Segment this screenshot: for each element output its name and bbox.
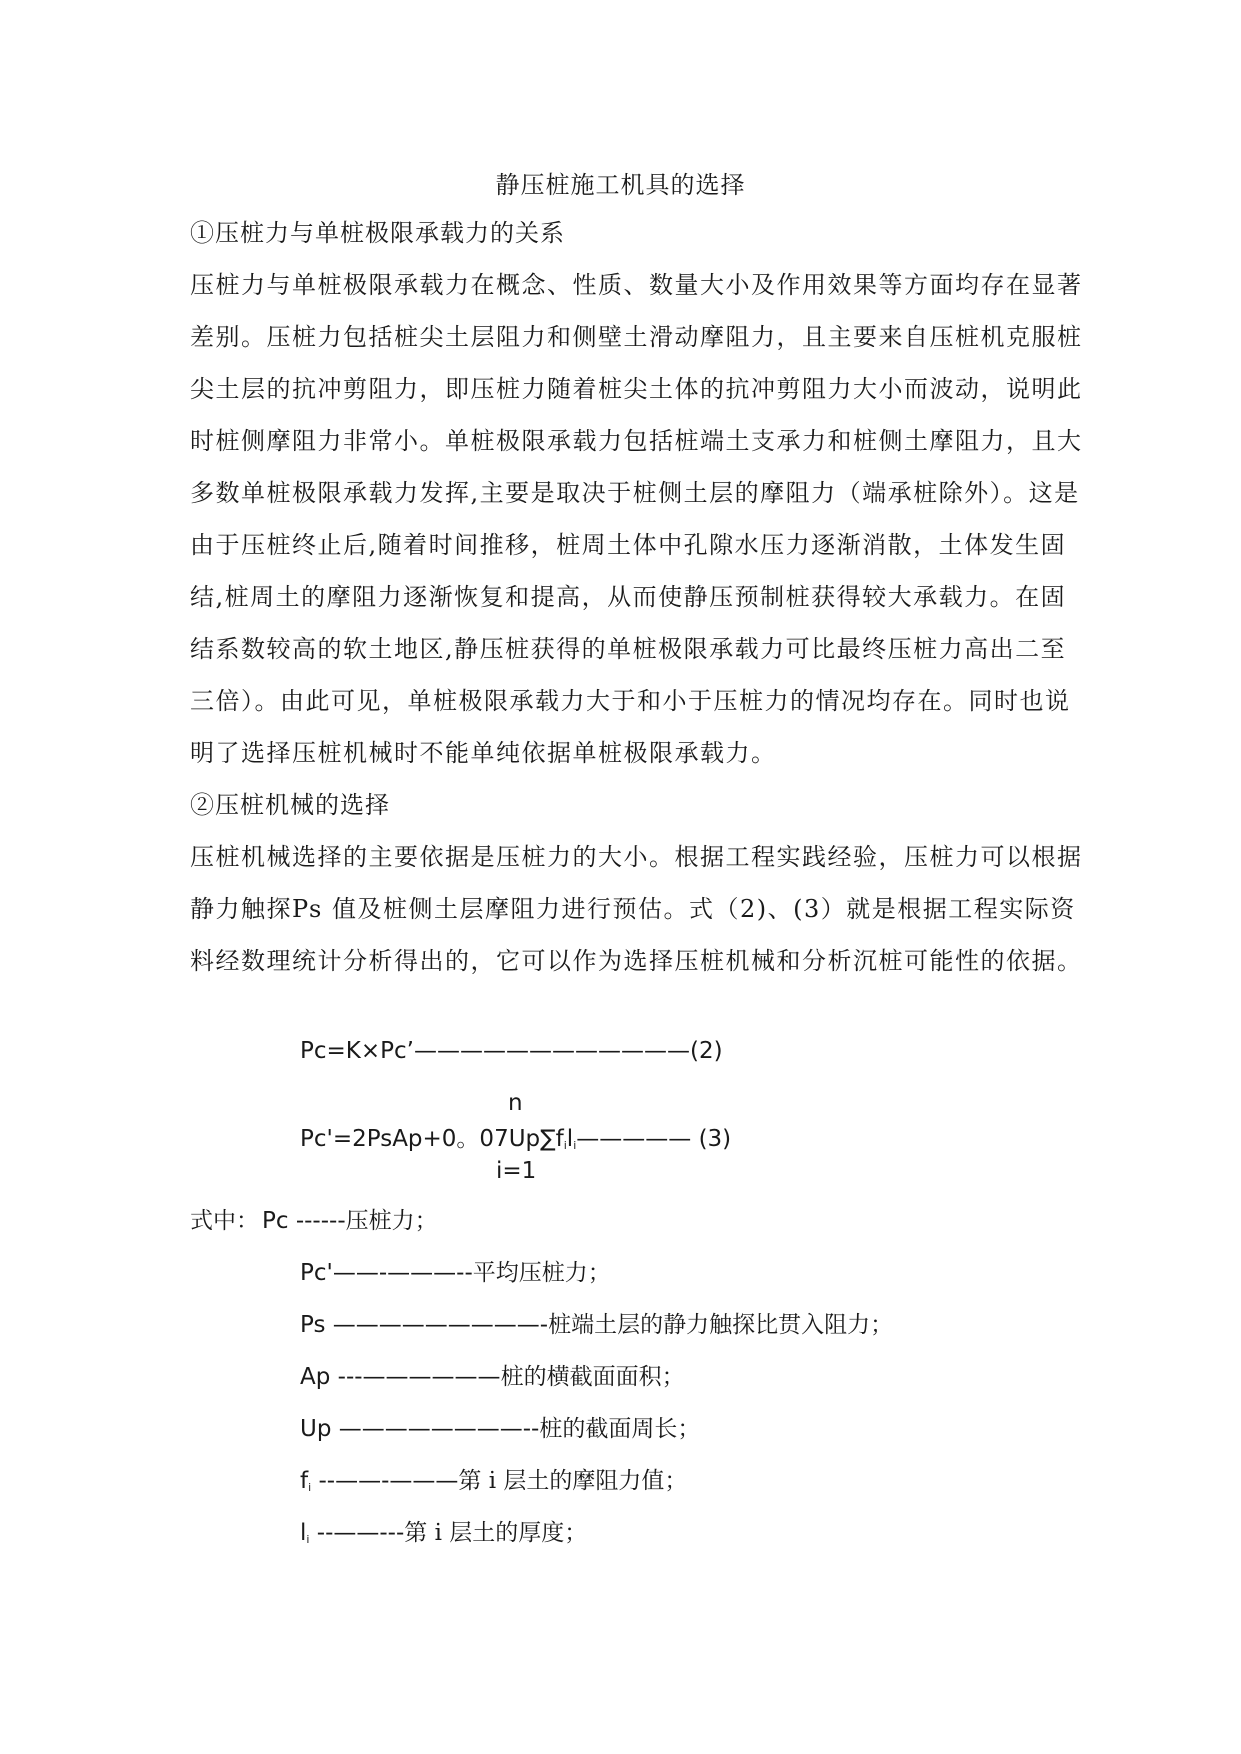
definition-symbol: Pc bbox=[262, 1208, 289, 1234]
paragraph-line: 由于压桩终止后,随着时间推移，桩周土体中孔隙水压力逐渐消散，土体发生固 bbox=[190, 531, 1067, 559]
definition-subscript: i bbox=[306, 1533, 310, 1546]
formula-2-expression: Pc=K×Pc’———————————— bbox=[300, 1038, 690, 1064]
formula-3-dashes: ————— bbox=[576, 1126, 692, 1152]
formula-3-upper-limit: n bbox=[508, 1090, 523, 1116]
paragraph-line: 压桩力与单桩极限承载力在概念、性质、数量大小及作用效果等方面均存在显著 bbox=[190, 271, 1083, 299]
definition-dashes: --——--- bbox=[309, 1520, 405, 1546]
formula-2-number: (2) bbox=[689, 1038, 723, 1064]
definition-symbol: Ps bbox=[300, 1312, 326, 1338]
definition-dashes: ---—————— bbox=[330, 1364, 501, 1390]
definition-item bbox=[300, 1518, 587, 1555]
definition-item bbox=[300, 1466, 687, 1503]
formula-2 bbox=[300, 1036, 723, 1066]
definition-symbol: Up bbox=[300, 1416, 332, 1442]
definition-meaning: 压桩力； bbox=[345, 1208, 438, 1234]
formula-3-subscript: i bbox=[563, 1139, 567, 1152]
section-heading-2: ②压桩机械的选择 bbox=[190, 791, 390, 819]
definition-symbol: Ap bbox=[300, 1364, 331, 1390]
definition-dashes: —————————- bbox=[325, 1312, 549, 1338]
definition-dashes: --——-——— bbox=[311, 1468, 459, 1494]
paragraph-line: 三倍）。由此可见，单桩极限承载力大于和小于压桩力的情况均存在。同时也说 bbox=[190, 687, 1071, 715]
definition-meaning: 桩端土层的静力触探比贯入阻力； bbox=[548, 1312, 894, 1338]
definition-symbol: Pc' bbox=[300, 1260, 333, 1286]
section-heading-1: ①压桩力与单桩极限承载力的关系 bbox=[190, 219, 565, 247]
definition-item bbox=[300, 1414, 700, 1444]
definition-item bbox=[300, 1258, 611, 1288]
paragraph-line: 差别。压桩力包括桩尖土层阻力和侧壁土滑动摩阻力，且主要来自压桩机克服桩 bbox=[190, 323, 1083, 351]
formula-3-subscript: i bbox=[573, 1139, 577, 1152]
paragraph-line: 料经数理统计分析得出的，它可以作为选择压桩机械和分析沉桩可能性的依据。 bbox=[190, 947, 1083, 975]
definitions-prefix: 式中： bbox=[190, 1208, 259, 1234]
paragraph-line: 明了选择压桩机械时不能单纯依据单桩极限承载力。 bbox=[190, 739, 777, 767]
paragraph-line: 结系数较高的软土地区,静压桩获得的单桩极限承载力可比最终压桩力高出二至 bbox=[190, 635, 1067, 663]
definition-item bbox=[262, 1206, 438, 1236]
paragraph-line: 压桩机械选择的主要依据是压桩力的大小。根据工程实践经验，压桩力可以根据 bbox=[190, 843, 1083, 871]
definition-meaning: 第 i 层土的摩阻力值； bbox=[458, 1468, 688, 1494]
paragraph-line: 多数单桩极限承载力发挥,主要是取决于桩侧土层的摩阻力（端承桩除外）。这是 bbox=[190, 479, 1080, 507]
definition-dashes: ————————-- bbox=[331, 1416, 540, 1442]
definition-dashes: ——-———-- bbox=[332, 1260, 473, 1286]
document-title: 静压桩施工机具的选择 bbox=[495, 171, 746, 199]
formula-3-lower-limit: i=1 bbox=[496, 1158, 537, 1184]
paragraph-line: 时桩侧摩阻力非常小。单桩极限承载力包括桩端土支承力和桩侧土摩阻力，且大 bbox=[190, 427, 1083, 455]
definition-item bbox=[300, 1310, 893, 1340]
paragraph-line: 尖土层的抗冲剪阻力，即压桩力随着桩尖土体的抗冲剪阻力大小而波动，说明此 bbox=[190, 375, 1083, 403]
paragraph-line: 结,桩周土的摩阻力逐渐恢复和提高，从而使静压预制桩获得较大承载力。在固 bbox=[190, 583, 1067, 611]
definition-symbol: l bbox=[300, 1520, 307, 1546]
formula-3-expression-mid: l bbox=[566, 1126, 574, 1152]
definition-subscript: i bbox=[308, 1481, 312, 1494]
definition-item bbox=[300, 1362, 685, 1392]
definition-meaning: 平均压桩力； bbox=[472, 1260, 611, 1286]
definition-symbol: f bbox=[300, 1468, 309, 1494]
definition-meaning: 桩的截面周长； bbox=[539, 1416, 701, 1442]
definition-meaning: 桩的横截面面积； bbox=[500, 1364, 685, 1390]
definition-meaning: 第 i 层土的厚度； bbox=[404, 1520, 588, 1546]
formula-3-expression-start: Pc'=2PsAp+0。07Up∑f bbox=[300, 1126, 564, 1152]
definition-dashes: ------ bbox=[288, 1208, 346, 1234]
paragraph-line: 静力触探Ps 值及桩侧土层摩阻力进行预估。式（2)、(3）就是根据工程实际资 bbox=[190, 895, 1076, 923]
formula-3-number: (3) bbox=[698, 1126, 732, 1152]
